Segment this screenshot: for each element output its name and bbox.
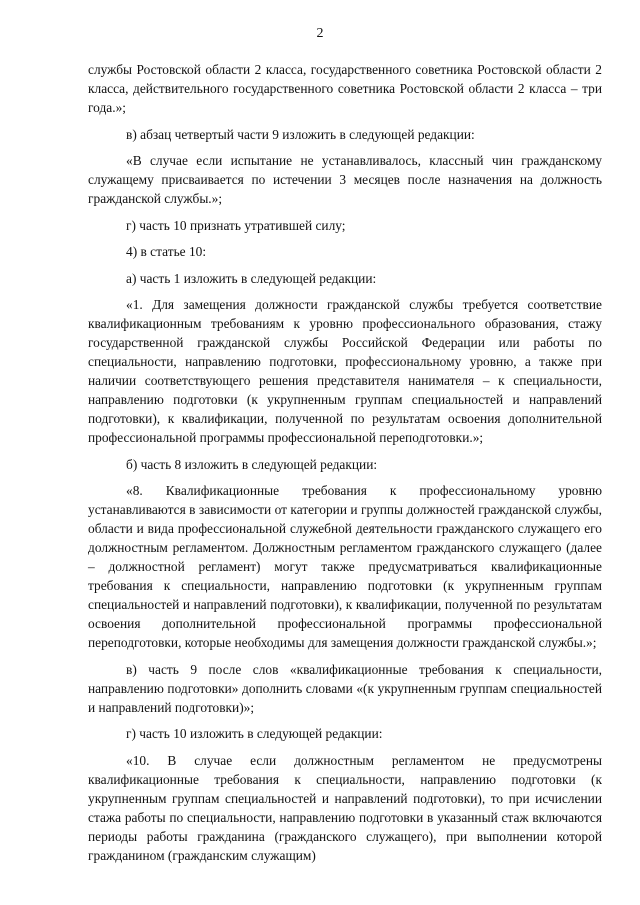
paragraph-item-v-part-9: в) абзац четвертый части 9 изложить в следующей редакции: xyxy=(126,126,475,142)
paragraph-item-a-part-1: а) часть 1 изложить в следующей редакции: xyxy=(126,270,377,286)
paragraph-continuation: службы Ростовской области 2 класса, государственного советника Ростовской области 2 класса, действительного государственного советника Ростовской области 2 класса – три года.»; xyxy=(88,62,602,115)
paragraph-item-v-part-9-amend: в) часть 9 после слов «квалификационные требования к специальности, направлению подготовки» дополнить словами «(к укрупненным группам специальностей и направлений подготовки)»; xyxy=(88,661,602,715)
paragraph-quote-part-10: «10. В случае если должностным регламентом не предусмотрены квалификационные требования к специальности, направлению подготовки (к укрупненным группам специальностей и направлений подготовки), то при исчислении стажа работы по специальности, направлению подготовки в указанный стаж включаются периоды работы гражданина (гражданского служащего), при выполнении которой гражданином (гражданским служащим) xyxy=(88,752,602,863)
paragraph-article-10: 4) в статье 10: xyxy=(126,244,207,259)
paragraph-quote-probation: «В случае если испытание не устанавливалось, классный чин гражданскому служащему присваивается по истечении 3 месяцев после назначения на должность гражданской службы.»; xyxy=(88,153,602,206)
paragraph-quote-part-1: «1. Для замещения должности гражданской службы требуется соответствие квалификационным требованиям к уровню профессионального образования, стажу государственной гражданской службы Российской Федерации или работы по специальности, направлению подготовки, профессиональному уровню, а также при наличии соответствующего решения представителя нанимателя – к специальности, направлению подготовки (к укрупненным группам специальностей и направлений подготовки), к квалификации, полученной по результатам освоения дополнительной профессиональной программы профессиональной переподготовки.»; xyxy=(88,297,602,445)
page-number: 2 xyxy=(316,26,324,41)
paragraph-item-b-part-8: б) часть 8 изложить в следующей редакции: xyxy=(126,456,378,472)
paragraph-item-g-part-10: г) часть 10 признать утратившей силу; xyxy=(126,217,346,233)
paragraph-quote-part-8: «8. Квалификационные требования к профессиональному уровню устанавливаются в зависимости от категории и группы должностей гражданской службы, области и вида профессиональной служебной деятельности гражданского служащего его должностным регламентом. Должностным регламентом гражданского служащего (далее – должностной регламент) могут также предусматриваться квалификационные требования к специальности, направлению подготовки (к укрупненным группам специальностей и направлений подготовки), к квалификации, полученной по результатам освоения дополнительной профессиональной программы профессиональной переподготовки, которые необходимы для замещения должности гражданской службы.»; xyxy=(88,483,602,650)
document-body xyxy=(88,60,602,872)
paragraph-item-g-part-10-amend: г) часть 10 изложить в следующей редакции: xyxy=(126,726,383,741)
